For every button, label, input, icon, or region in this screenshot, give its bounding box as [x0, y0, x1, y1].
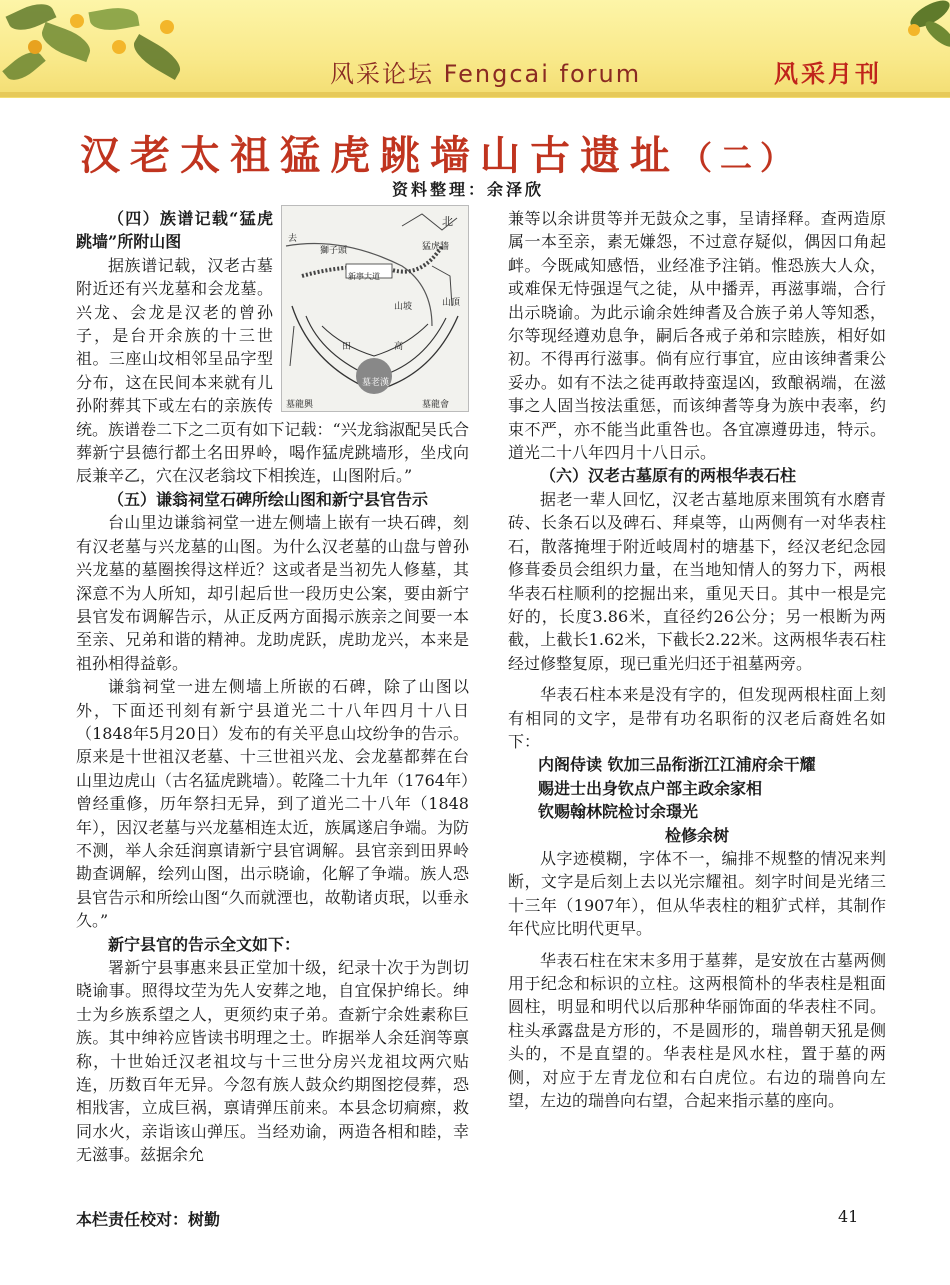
paragraph: 据老一辈人回忆，汉老古墓地原来围筑有水磨青砖、长条石以及碑石、拜桌等，山两侧有一对华表柱石，散落掩埋于附近岐周村的塘基下，经汉老纪念园修葺委员会组织力量，在当地知情人的努力下，两根华表石柱顺利的挖掘出来，重见天日。其中一根是完好的，长度3.86米，直径约26公分；另一根断为两截，上截长1.62米，下截长2.22米。这两根华表石柱经过修整复原，现已重光归还于祖墓两旁。 [508, 489, 886, 673]
leaf-decoration [128, 34, 186, 80]
map-label-lion: 獅子頭 [320, 246, 348, 256]
map-label-right-tomb: 墓龍會 [422, 400, 450, 410]
flower-decoration [70, 14, 84, 28]
article-title-main: 汉老太祖猛虎跳墙山古遗址 [80, 133, 680, 179]
map-label-field: 田 [342, 342, 352, 352]
header-rule [0, 92, 950, 97]
map-label-road: 新寧大道 [348, 272, 380, 281]
footer-editor: 本栏责任校对：树勤 [76, 1210, 221, 1229]
leaf-decoration [88, 4, 139, 34]
paragraph: 从字迹模糊，字体不一，编排不规整的情况来判断，文字是后刻上去以光宗耀祖。刻字时间是光绪三十三年（1907年），但从华表柱的粗犷式样，其制作年代应比明代更早。 [508, 848, 886, 939]
flower-decoration [28, 40, 42, 54]
left-column [76, 207, 469, 1167]
inscription-line: 赐进士出身钦点户部主政余家相 [538, 778, 763, 798]
map-label-tiger: 猛虎牆 [422, 242, 450, 252]
article-byline: 资料整理：余泽欣 [392, 180, 545, 199]
section-heading: 新宁县官的告示全文如下： [108, 934, 301, 954]
inscription-line: 检修余树 [664, 825, 729, 845]
section-heading: （四）族谱记载“猛虎跳墙”所附山图 [76, 209, 273, 252]
page-header [0, 0, 950, 98]
map-label-shanding: 山頂 [442, 298, 461, 308]
paragraph: 兼等以余讲贯等并无鼓众之事，呈请择释。查两造原属一本至亲，素无嫌怨，不过意存疑似，偶因口角起衅。今既咸知感悟，业经准予注销。惟恐族大人众，或难保无恃强逞气之徒，从中播弄，再滋事端，合行出示晓谕。为此示谕余姓绅耆及合族子弟人等知悉，尔等现经遵劝息争，嗣后各戒子弟和宗睦族，相好如初。不得再行滋事。倘有应行事宜，应由该绅耆秉公妥办。如有不法之徒再敢持蛮逞凶，致酿祸端，在滋事之人固当按法重惩，而该绅耆等身为族中表率，约束不严，亦不能当此重咎也。各宜凛遵毋违，特示。道光二十八年四月十八日示。 [508, 209, 886, 463]
paragraph: 据族谱记载，汉老古墓附近还有兴龙墓和会龙墓。兴龙、会龙是汉老的曾孙子，是台开余族的十三世祖。三座山坟相邻呈品字型分布，这在民间本来就有儿孙附葬其下或左右的亲族传统。族谱卷二下之二页有如下记载：“兴龙翁淑配吴氏合葬新宁县德行都土名田界岭，喝作猛虎跳墙形，坐戌向辰兼辛乙，穴在汉老翁坟下相挨连，山图附后。” [76, 255, 469, 486]
section-heading: （六）汉老古墓原有的两根华表石柱 [540, 466, 797, 486]
paragraph: 华表石柱本来是没有字的，但发现两根柱面上刻有相同的文字，是带有功名职衔的汉老后裔姓名如下： [508, 685, 886, 751]
flower-decoration [112, 40, 126, 54]
page-number: 41 [838, 1207, 859, 1226]
inscription-line: 钦赐翰林院检讨余璟光 [538, 802, 699, 822]
right-column [508, 207, 886, 1112]
magazine-name: 风采月刊 [774, 60, 882, 88]
paragraph: 署新宁县事惠来县正堂加十级，纪录十次于为剀切晓谕事。照得坟茔为先人安葬之地，自宜保护绵长。绅士为乡族系望之人，更须约束子弟。查新宁余姓素称巨族。其中绅衿应皆读书明理之士。昨据举人余廷润等禀称，十世始迁汉老祖坟与十三世分房兴龙祖坟两穴贴连，历数百年无异。今忽有族人鼓众约期图挖侵葬，恐相戕害，立成巨祸，禀请弹压前来。本县念切痌瘝，救同水火，亲诣该山弹压。当经劝谕，两造各相和睦，幸无滋事。兹据余允 [76, 958, 469, 1165]
corner-leaf-decoration [890, 0, 950, 60]
map-label-tomb: 墓老漢 [362, 378, 390, 388]
article-title [80, 124, 900, 181]
map-label-left-tomb: 墓龍興 [286, 400, 314, 410]
paragraph: 华表石柱在宋末多用于墓葬，是安放在古墓两侧用于纪念和标识的立柱。这两根简朴的华表柱是粗面圆柱，明显和明代以后那种华丽饰面的华表柱不同。柱头承露盘是方形的，不是圆形的，瑞兽朝天犼是侧头的，不是直望的。华表柱是风水柱，置于墓的两侧，对应于左青龙位和右白虎位。右边的瑞兽向左望，左边的瑞兽向右望，合起来指示墓的座向。 [508, 950, 886, 1111]
leaf-decoration [37, 22, 94, 62]
mountain-map-image [281, 205, 469, 412]
map-label-ta: 去 [288, 234, 298, 244]
section-name: 风采论坛 Fengcai forum [330, 60, 642, 88]
paragraph: 台山里边谦翁祠堂一进左侧墙上嵌有一块石碑，刻有汉老墓与兴龙墓的山图。为什么汉老墓的山盘与曾孙兴龙墓的墓圈挨得这样近？这或者是当初先人修墓，其深意不为人所知，却引起后世一段历史公案，要由新宁县官发布调解告示，从正反两方面揭示族亲之间要一本至亲、兄弟和谐的精神。龙助虎跃，虎助龙兴，本来是祖孙相得益彰。 [76, 513, 469, 673]
section-heading: （五）谦翁祠堂石碑所绘山图和新宁县官告示 [108, 489, 429, 509]
map-label-north: 北 [442, 215, 453, 228]
article-title-part: （二） [680, 139, 801, 177]
paragraph: 谦翁祠堂一进左侧墙上所嵌的石碑，除了山图以外，下面还刊刻有新宁县道光二十八年四月十八日（1848年5月20日）发布的有关平息山坟纷争的告示。原来是十世祖汉老墓、十三世祖兴龙、会龙墓都葬在台山里边虎山（古名猛虎跳墙）。乾隆二十九年（1764年）曾经重修，历年祭扫无异，到了道光二十八年（1848年），因汉老墓与兴龙墓相连太近，族属遂启争端。为防不测，举人余廷润禀请新宁县官调解。县官亲到田界岭勘查调解，绘列山图，出示晓谕，化解了争端。族人恐县官告示和所绘山图“久而就湮也，故勒诸贞珉，以垂永久。” [76, 677, 469, 931]
map-label-shanpo: 山坡 [394, 302, 413, 312]
inscription-line: 内阁侍读 钦加三品衔浙江江浦府余干耀 [538, 755, 816, 775]
map-label-high: 高 [394, 342, 404, 352]
flower-decoration [160, 20, 174, 34]
